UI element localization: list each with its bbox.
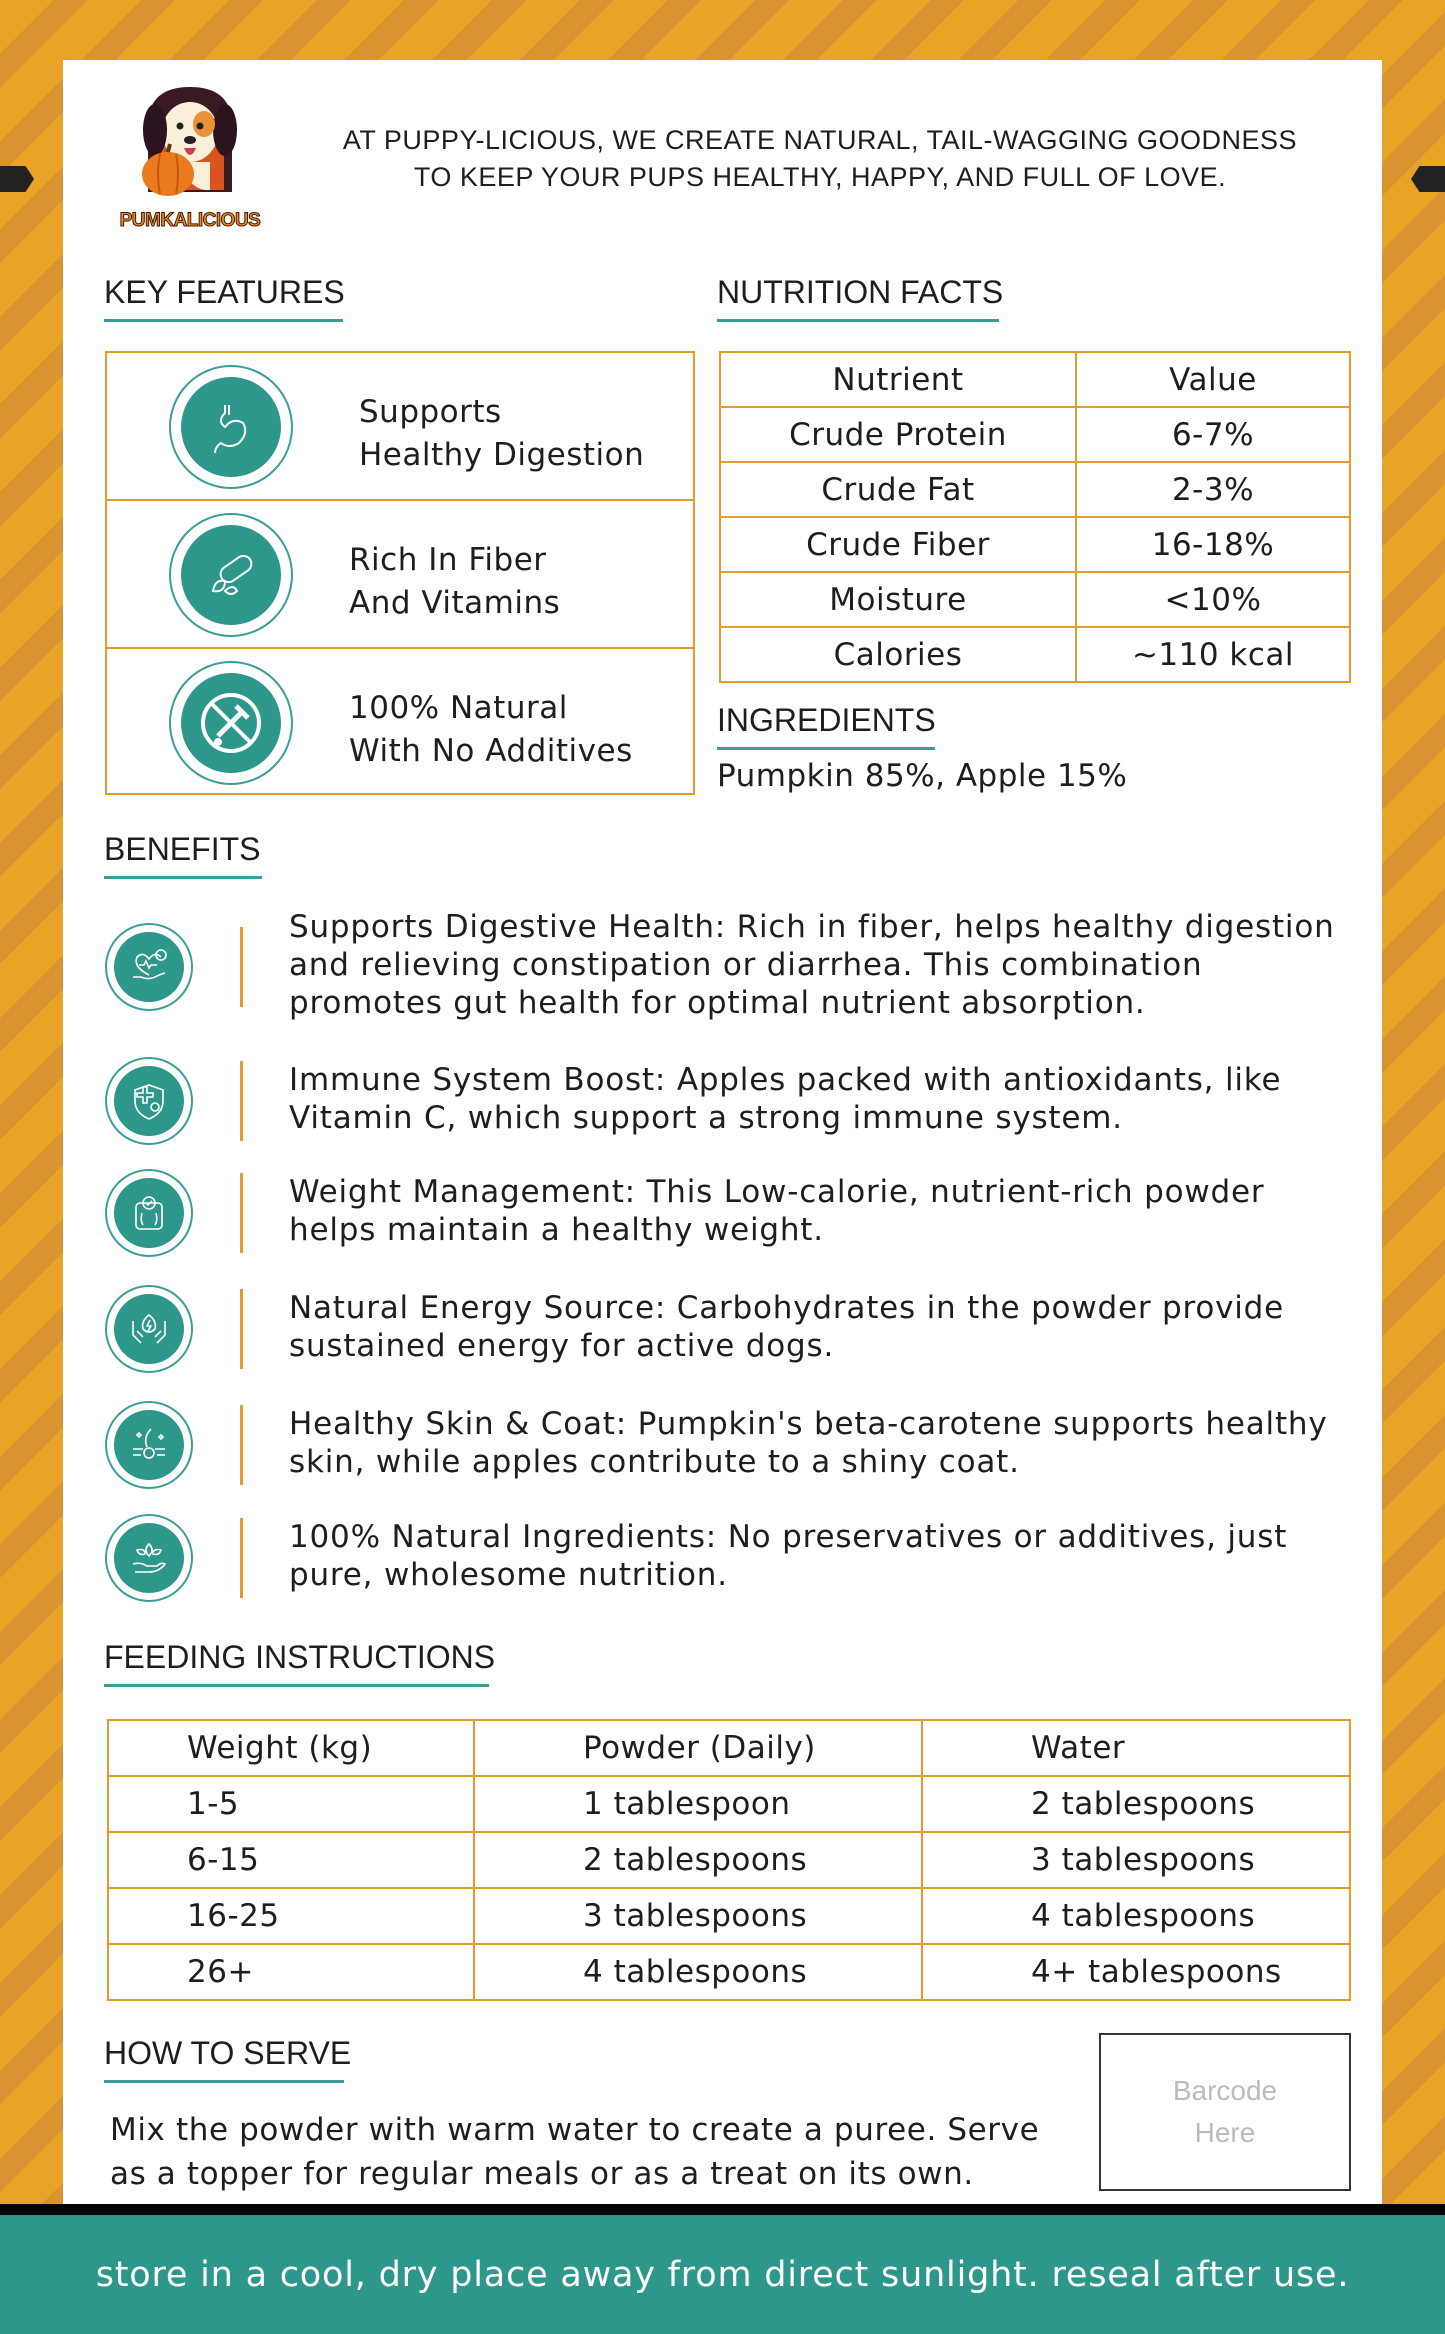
edge-tab-right bbox=[1411, 166, 1445, 192]
value-cell: ~110 kcal bbox=[1076, 627, 1350, 682]
feature-row bbox=[107, 649, 693, 797]
nutrition-table bbox=[719, 351, 1351, 683]
table-row bbox=[108, 1944, 1350, 2000]
energy-hands-icon bbox=[105, 1285, 193, 1373]
benefit-text: Healthy Skin & Coat: Pumpkin's beta-carotene supports healthy skin, while apples contribute to a shiny coat. bbox=[289, 1406, 1328, 1480]
brand-logo bbox=[110, 82, 270, 242]
edge-tab-left bbox=[0, 166, 34, 192]
how-to-serve-heading: HOW TO SERVE bbox=[104, 2035, 344, 2083]
no-dropper-icon bbox=[169, 661, 293, 785]
water-cell: 4+ tablespoons bbox=[922, 1944, 1350, 2000]
table-row bbox=[720, 407, 1350, 462]
nutrient-cell: Crude Fiber bbox=[720, 517, 1076, 572]
serve-line: Mix the powder with warm water to create a puree. Serve bbox=[110, 2112, 1040, 2148]
feature-text: Healthy Digestion bbox=[359, 437, 645, 473]
feature-text: With No Additives bbox=[349, 733, 633, 769]
feature-text: Supports bbox=[359, 394, 502, 430]
scale-icon bbox=[105, 1169, 193, 1257]
water-cell: 2 tablespoons bbox=[922, 1776, 1350, 1832]
feature-text: Rich In Fiber bbox=[349, 542, 547, 578]
how-to-serve-text bbox=[110, 2108, 1039, 2196]
feature-row bbox=[107, 501, 693, 649]
column-header: Value bbox=[1076, 352, 1350, 407]
water-cell: 4 tablespoons bbox=[922, 1888, 1350, 1944]
powder-cell: 1 tablespoon bbox=[474, 1776, 922, 1832]
nutrient-cell: Moisture bbox=[720, 572, 1076, 627]
column-header: Nutrient bbox=[720, 352, 1076, 407]
powder-cell: 2 tablespoons bbox=[474, 1832, 922, 1888]
weight-cell: 16-25 bbox=[108, 1888, 474, 1944]
divider bbox=[240, 1518, 243, 1598]
benefit-text: Natural Energy Source: Carbohydrates in the powder provide sustained energy for active dogs. bbox=[289, 1290, 1285, 1364]
feature-text: And Vitamins bbox=[349, 585, 561, 621]
water-cell: 3 tablespoons bbox=[922, 1832, 1350, 1888]
value-cell: 16-18% bbox=[1076, 517, 1350, 572]
barcode-placeholder bbox=[1099, 2033, 1351, 2191]
key-features-box bbox=[105, 351, 695, 795]
feeding-heading: FEEDING INSTRUCTIONS bbox=[104, 1639, 489, 1687]
table-row bbox=[720, 517, 1350, 572]
weight-cell: 26+ bbox=[108, 1944, 474, 2000]
tagline-line: AT PUPPY-LICIOUS, WE CREATE NATURAL, TAIL-WAGGING GOODNESS bbox=[342, 125, 1298, 155]
weight-cell: 1-5 bbox=[108, 1776, 474, 1832]
divider bbox=[240, 1173, 243, 1253]
table-header-row bbox=[720, 352, 1350, 407]
storage-text: store in a cool, dry place away from direct sunlight. reseal after use. bbox=[95, 2254, 1350, 2295]
powder-cell: 4 tablespoons bbox=[474, 1944, 922, 2000]
column-header: Weight (kg) bbox=[108, 1720, 474, 1776]
divider bbox=[240, 927, 243, 1007]
hair-follicle-icon bbox=[105, 1401, 193, 1489]
capsule-leaf-icon bbox=[169, 513, 293, 637]
ingredients-heading: INGREDIENTS bbox=[717, 702, 935, 750]
nutrient-cell: Crude Protein bbox=[720, 407, 1076, 462]
benefit-text: Immune System Boost: Apples packed with antioxidants, like Vitamin C, which support a strong immune system. bbox=[289, 1062, 1282, 1136]
feature-row bbox=[107, 353, 693, 501]
divider bbox=[240, 1405, 243, 1485]
table-row bbox=[720, 572, 1350, 627]
barcode-text: Barcode bbox=[1172, 2075, 1278, 2106]
stomach-icon bbox=[169, 365, 293, 489]
column-header: Water bbox=[922, 1720, 1350, 1776]
nutrient-cell: Calories bbox=[720, 627, 1076, 682]
table-row bbox=[108, 1832, 1350, 1888]
table-header-row bbox=[108, 1720, 1350, 1776]
barcode-text: Here bbox=[1194, 2117, 1256, 2148]
heart-hand-icon bbox=[105, 923, 193, 1011]
divider bbox=[240, 1289, 243, 1369]
benefit-text: Weight Management: This Low-calorie, nutrient-rich powder helps maintain a healthy weight. bbox=[289, 1174, 1265, 1248]
benefit-text: Supports Digestive Health: Rich in fiber, helps healthy digestion and relieving constipation or diarrhea. This combination promotes gut health for optimal nutrient absorption. bbox=[289, 909, 1335, 1021]
key-features-heading: KEY FEATURES bbox=[104, 274, 343, 322]
table-row bbox=[108, 1888, 1350, 1944]
feature-text: 100% Natural bbox=[349, 690, 568, 726]
table-row bbox=[720, 627, 1350, 682]
powder-cell: 3 tablespoons bbox=[474, 1888, 922, 1944]
nutrition-heading: NUTRITION FACTS bbox=[717, 274, 999, 322]
benefit-text: 100% Natural Ingredients: No preservatives or additives, just pure, wholesome nutrition. bbox=[289, 1519, 1288, 1593]
shield-virus-icon bbox=[105, 1057, 193, 1145]
storage-footer bbox=[0, 2215, 1445, 2334]
tagline bbox=[300, 122, 1340, 196]
benefits-heading: BENEFITS bbox=[104, 831, 262, 879]
plant-hand-icon bbox=[105, 1514, 193, 1602]
value-cell: 6-7% bbox=[1076, 407, 1350, 462]
table-row bbox=[108, 1776, 1350, 1832]
ingredients-text: Pumpkin 85%, Apple 15% bbox=[717, 758, 1128, 794]
nutrient-cell: Crude Fat bbox=[720, 462, 1076, 517]
table-row bbox=[720, 462, 1350, 517]
feeding-table bbox=[107, 1719, 1351, 2001]
divider bbox=[240, 1061, 243, 1141]
tagline-line: TO KEEP YOUR PUPS HEALTHY, HAPPY, AND FULL OF LOVE. bbox=[413, 162, 1227, 192]
value-cell: <10% bbox=[1076, 572, 1350, 627]
column-header: Powder (Daily) bbox=[474, 1720, 922, 1776]
serve-line: as a topper for regular meals or as a treat on its own. bbox=[110, 2156, 974, 2192]
brand-logo-text: PUMKALICIOUS bbox=[119, 210, 261, 231]
weight-cell: 6-15 bbox=[108, 1832, 474, 1888]
value-cell: 2-3% bbox=[1076, 462, 1350, 517]
